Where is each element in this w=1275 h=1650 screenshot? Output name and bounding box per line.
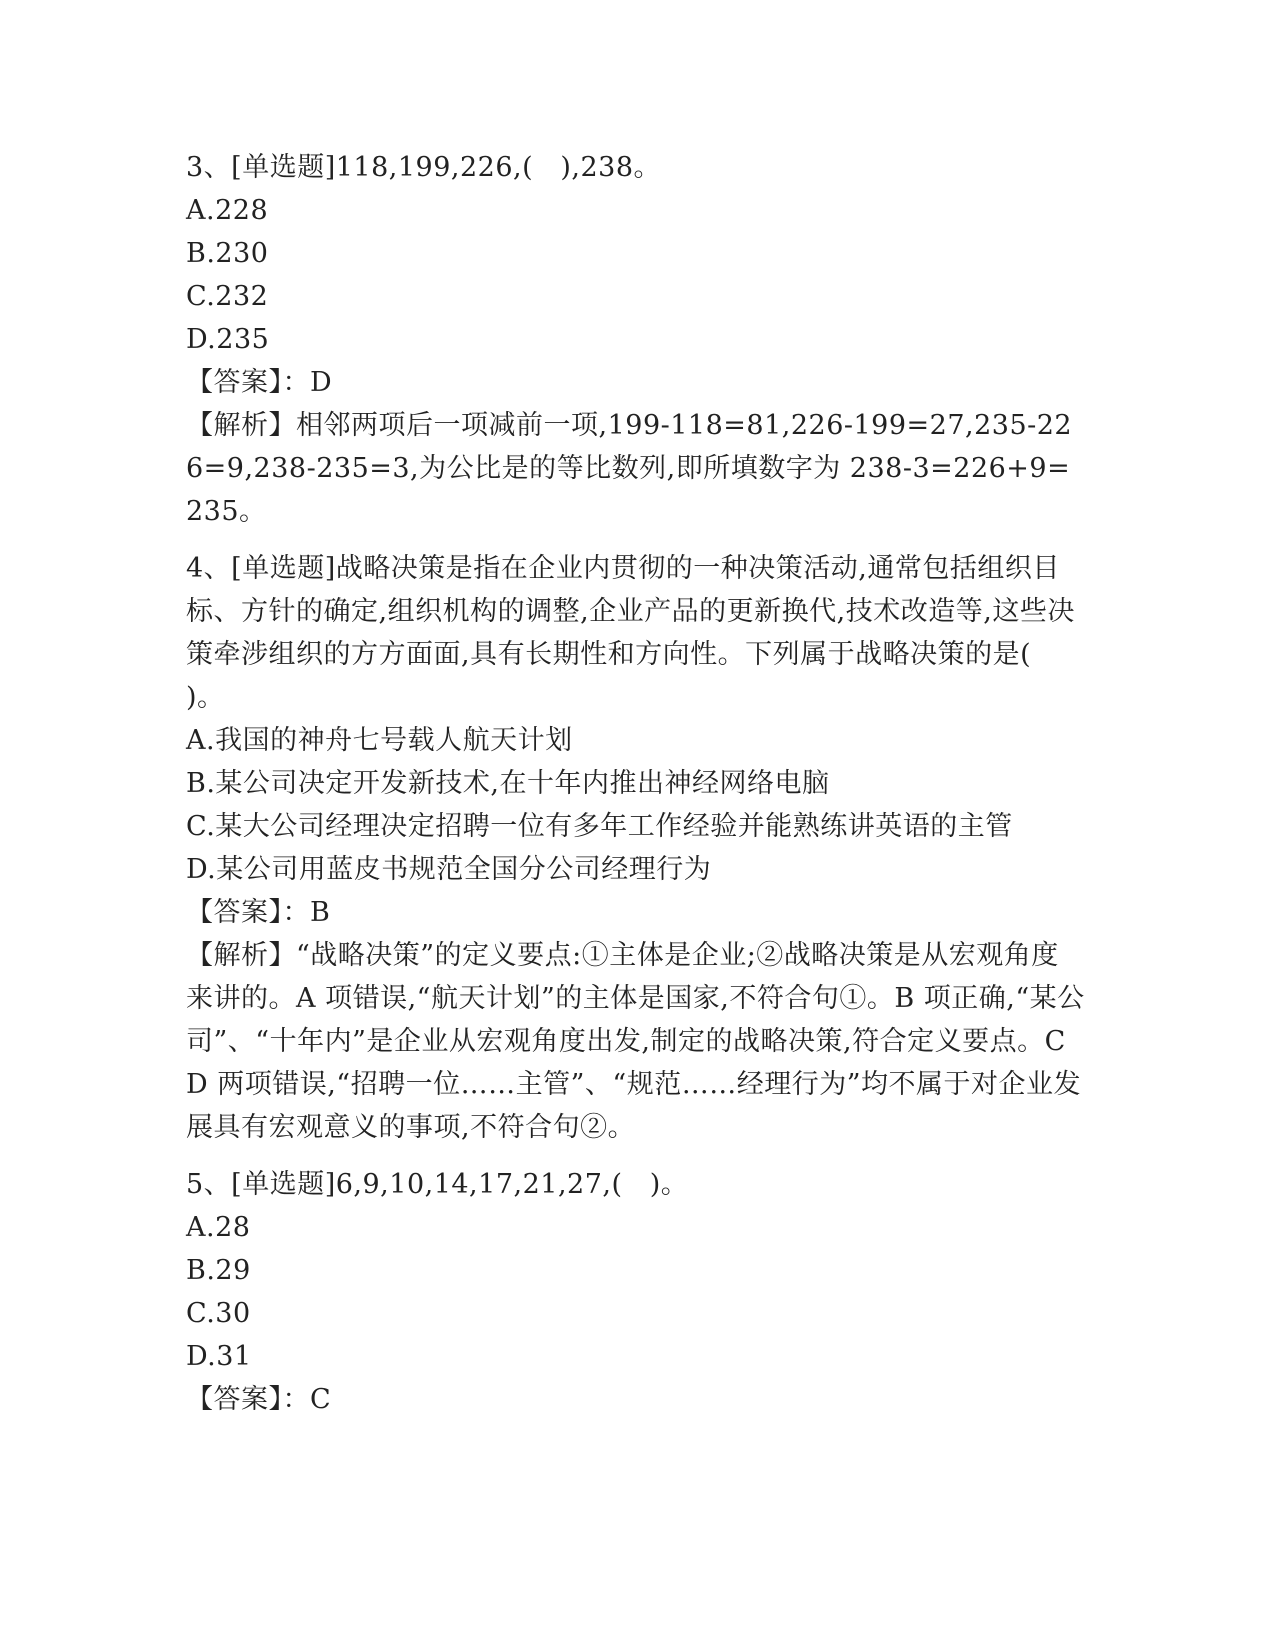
answer-label: 【答案】： — [186, 1384, 310, 1415]
answer-value: B — [310, 897, 331, 928]
option-b: B.29 — [186, 1255, 251, 1286]
analysis-label: 【解析】 — [186, 410, 296, 441]
option-d: D.31 — [186, 1341, 252, 1372]
answer-label: 【答案】： — [186, 367, 310, 398]
document-page — [186, 146, 1086, 1435]
answer-value: D — [310, 367, 333, 398]
question-3 — [186, 146, 1086, 533]
option-a: A.228 — [186, 195, 269, 226]
question-stem: 5、[单选题]6,9,10,14,17,21,27,( )。 — [186, 1169, 689, 1200]
answer-value: C — [310, 1384, 332, 1415]
option-d: D.某公司用蓝皮书规范全国分公司经理行为 — [186, 854, 712, 885]
question-4 — [186, 547, 1086, 1149]
analysis-text: 相邻两项后一项减前一项,199-118=81,226-199=27,235-226=9,238-235=3,为公比是的等比数列,即所填数字为 238-3=226+9=235。 — [186, 410, 1073, 527]
answer-row — [186, 1378, 1086, 1421]
option-b: B.某公司决定开发新技术,在十年内推出神经网络电脑 — [186, 768, 830, 799]
answer-row — [186, 361, 1086, 404]
analysis-row — [186, 404, 1086, 533]
analysis-text: “战略决策”的定义要点:①主体是企业;②战略决策是从宏观角度来讲的。A 项错误,“航天计划”的主体是国家,不符合句①。B 项正确,“某公司”、“十年内”是企业从宏观角度出发,制定的战略决策,符合定义要点。CD 两项错误,“招聘一位……主管”、“规范……经理行为”均不属于对企业发展具有宏观意义的事项,不符合句②。 — [186, 940, 1085, 1143]
analysis-row — [186, 934, 1086, 1149]
option-b: B.230 — [186, 238, 269, 269]
option-a: A.我国的神舟七号载人航天计划 — [186, 725, 573, 756]
question-5 — [186, 1163, 1086, 1421]
answer-label: 【答案】： — [186, 897, 310, 928]
option-d: D.235 — [186, 324, 270, 355]
option-a: A.28 — [186, 1212, 251, 1243]
option-c: C.30 — [186, 1298, 251, 1329]
answer-row — [186, 891, 1086, 934]
question-stem: 3、[单选题]118,199,226,( ),238。 — [186, 152, 662, 183]
analysis-label: 【解析】 — [186, 940, 296, 971]
option-c: C.某大公司经理决定招聘一位有多年工作经验并能熟练讲英语的主管 — [186, 811, 1013, 842]
question-stem: 4、[单选题]战略决策是指在企业内贯彻的一种决策活动,通常包括组织目标、方针的确定,组织机构的调整,企业产品的更新换代,技术改造等,这些决策牵涉组织的方方面面,具有长期性和方向性。下列属于战略决策的是( )。 — [186, 553, 1075, 713]
option-c: C.232 — [186, 281, 269, 312]
